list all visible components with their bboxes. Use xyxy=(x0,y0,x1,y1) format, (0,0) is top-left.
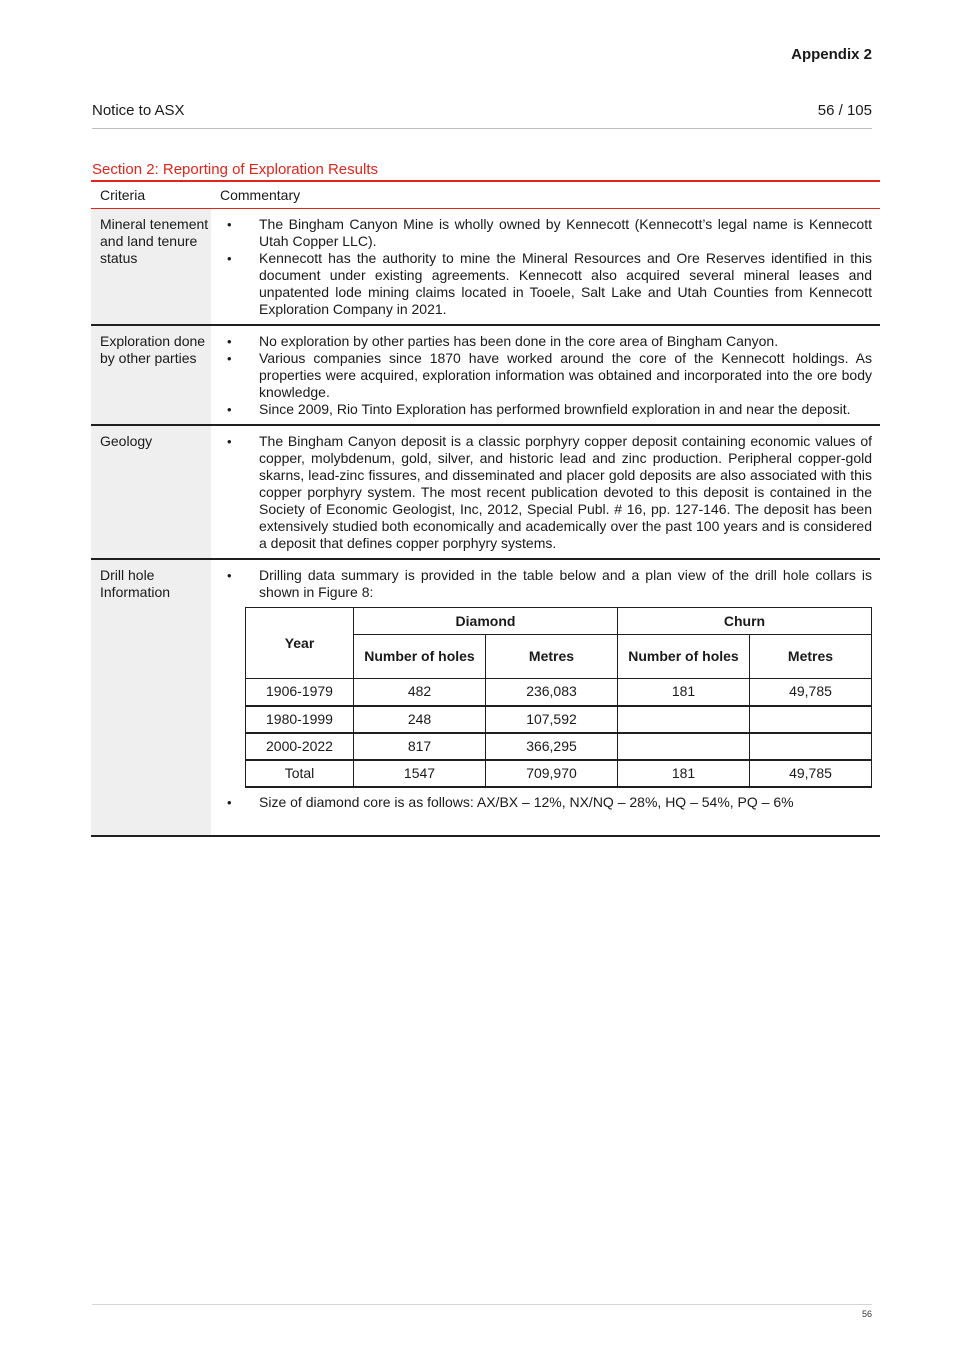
diamond-header: Diamond xyxy=(354,608,618,635)
criteria-table-header xyxy=(91,181,880,209)
churn-holes-cell xyxy=(618,706,750,733)
bullet-item: • Drilling data summary is provided in the table below and a plan view of the drill hole collars is shown in Figure 8: xyxy=(221,567,872,601)
diamond-metres-cell: 107,592 xyxy=(486,706,618,733)
page-header xyxy=(92,102,872,129)
churn-metres-header: Metres xyxy=(750,635,872,679)
churn-holes-cell: 181 xyxy=(618,760,750,787)
drill-summary-table xyxy=(245,607,872,788)
table-row xyxy=(246,760,872,787)
commentary-cell xyxy=(211,325,880,425)
diamond-metres-cell: 366,295 xyxy=(486,733,618,760)
bullet-item: • Kennecott has the authority to mine the Mineral Resources and Ore Reserves identified in this document under existing agreements. Kennecott also acquired several mineral leases and unpatented lode mining claims located in Tooele, Salt Lake and Utah Counties from Kennecott Exploration Company in 2021. xyxy=(221,250,872,318)
criteria-cell: Drill hole Information xyxy=(91,559,211,836)
year-header: Year xyxy=(246,608,354,679)
table-row xyxy=(246,733,872,760)
table-row xyxy=(246,679,872,706)
bullet-item: • Size of diamond core is as follows: AX/BX – 12%, NX/NQ – 28%, HQ – 54%, PQ – 6% xyxy=(221,794,872,811)
churn-metres-cell: 49,785 xyxy=(750,679,872,706)
table-row xyxy=(91,425,880,559)
bullet-item: • Various companies since 1870 have worked around the core of the Kennecott holdings. As properties were acquired, exploration information was obtained and incorporated into the ore body knowledge. xyxy=(221,350,872,401)
diamond-holes-header: Number of holes xyxy=(354,635,486,679)
bullet-item: • No exploration by other parties has been done in the core area of Bingham Canyon. xyxy=(221,333,872,350)
criteria-table xyxy=(91,180,880,837)
criteria-column-header: Criteria xyxy=(91,181,211,209)
criteria-cell: Exploration done by other parties xyxy=(91,325,211,425)
commentary-cell xyxy=(211,425,880,559)
churn-header: Churn xyxy=(618,608,872,635)
year-cell: 1906-1979 xyxy=(246,679,354,706)
churn-metres-cell xyxy=(750,706,872,733)
table-row xyxy=(91,325,880,425)
page-counter: 56 / 105 xyxy=(817,102,872,119)
diamond-metres-cell: 236,083 xyxy=(486,679,618,706)
bullet-item: • The Bingham Canyon deposit is a classic porphyry copper deposit containing economic values of copper, molybdenum, gold, silver, and historic lead and zinc production. Peripheral copper-gold skarns, lead-zinc fissures, and disseminated and placer gold deposits are also associated with this copper porphyry system. The most recent publication devoted to this deposit is contained in the Society of Economic Geologist, Inc, 2012, Special Publ. # 16, pp. 127-146. The deposit has been extensively studied both economically and academically over the past 100 years and is considered a deposit that defines copper porphyry systems. xyxy=(221,433,872,552)
table-row xyxy=(91,559,880,836)
appendix-label: Appendix 2 xyxy=(791,46,872,63)
commentary-cell xyxy=(211,209,880,326)
year-cell: 1980-1999 xyxy=(246,706,354,733)
criteria-cell: Geology xyxy=(91,425,211,559)
footer-divider xyxy=(92,1304,872,1305)
churn-metres-cell: 49,785 xyxy=(750,760,872,787)
churn-holes-header: Number of holes xyxy=(618,635,750,679)
churn-holes-cell xyxy=(618,733,750,760)
churn-holes-cell: 181 xyxy=(618,679,750,706)
diamond-holes-cell: 248 xyxy=(354,706,486,733)
diamond-holes-cell: 482 xyxy=(354,679,486,706)
diamond-metres-header: Metres xyxy=(486,635,618,679)
churn-metres-cell xyxy=(750,733,872,760)
year-cell: 2000-2022 xyxy=(246,733,354,760)
table-row xyxy=(91,209,880,326)
commentary-cell xyxy=(211,559,880,836)
diamond-metres-cell: 709,970 xyxy=(486,760,618,787)
diamond-holes-cell: 1547 xyxy=(354,760,486,787)
criteria-cell: Mineral tenement and land tenure status xyxy=(91,209,211,326)
commentary-column-header: Commentary xyxy=(211,181,880,209)
section-title: Section 2: Reporting of Exploration Results xyxy=(92,161,378,178)
bullet-item: • Since 2009, Rio Tinto Exploration has performed brownfield exploration in and near the deposit. xyxy=(221,401,872,418)
table-row xyxy=(246,706,872,733)
page-number: 56 xyxy=(861,1309,872,1319)
diamond-holes-cell: 817 xyxy=(354,733,486,760)
notice-title: Notice to ASX xyxy=(92,102,185,119)
year-cell: Total xyxy=(246,760,354,787)
bullet-item: • The Bingham Canyon Mine is wholly owned by Kennecott (Kennecott’s legal name is Kennecott Utah Copper LLC). xyxy=(221,216,872,250)
